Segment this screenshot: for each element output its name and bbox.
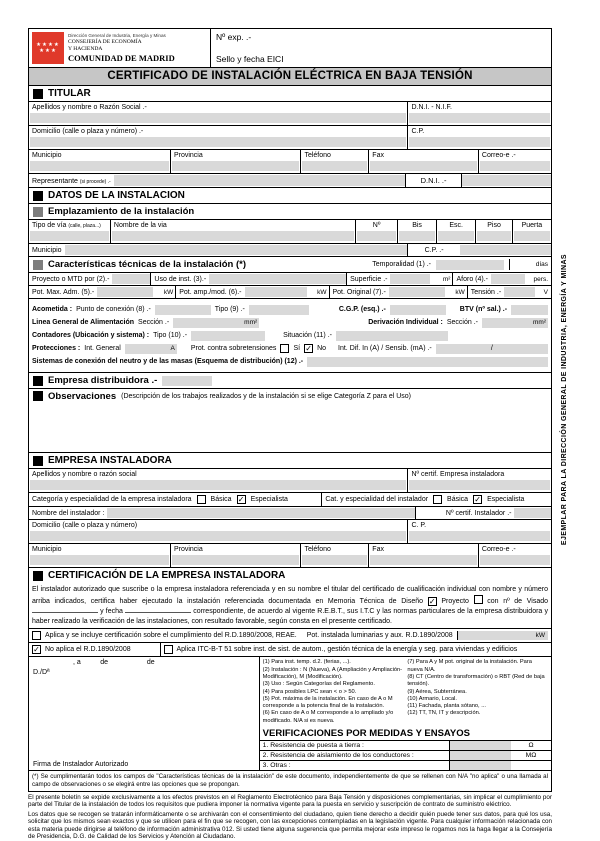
aplica-reae-checkbox[interactable] [32,631,41,640]
btv-label: BTV (nº sal.) .- [459,306,508,313]
empresa-domicilio-input[interactable] [30,531,406,541]
nombre-via-label: Nombre de la via [113,222,167,229]
titular-cp-cell [407,126,551,149]
aforo-input[interactable] [491,274,525,284]
punto-conexion-label: Punto de conexión (8) .- [76,306,151,313]
tension-label: Tensión .- [467,286,504,298]
otras-label: 3. Otras : [262,762,291,770]
proyecto-mtd-input[interactable] [112,274,150,284]
titular-provincia-cell [170,150,301,173]
titular-fax-label: Fax [372,152,384,159]
empresa-apellidos-label: Apellidos y nombre o razón social [32,471,137,478]
proyecto-label: Proyecto [441,597,469,605]
empresa-categoria-cell [29,495,321,504]
footnote-5: (5) Pot. máxima de la instalación. En caso de A o M corresponde a la potencia final de la instalación. [262,695,393,710]
emplazamiento-municipio-row [29,243,551,256]
expediente-cell [211,29,551,67]
section-empresa-instaladora [29,452,551,468]
titular-provincia-label: Provincia [173,152,203,159]
legal-paragraph-1: El presente boletín se expide exclusivamente a los efectos previstos en el Reglamento Electrotécnico para Baja Tensión y disposiciones complementarias, sin implicar el cumplimiento por parte del Titular de la instalación de todos los requisitos que pudiera imponer la normativa vigente para la puesta en servicio y suscripción de contrato de suministro eléctrico. [28,793,552,809]
aplica-reae-label: Aplica y se incluye certificación sobre el cumplimiento del R.D.1890/2008, REAE. [45,632,297,640]
pot-amp-label: Pot. amp./mod. (6).- [175,286,244,298]
sobretensiones-si-checkbox[interactable] [280,344,289,353]
empresa-correo-input[interactable] [480,555,550,565]
section-square-icon [33,456,43,466]
nombre-instalador-input[interactable] [107,508,415,518]
int-general-input[interactable] [125,344,177,354]
pot-luminarias-input[interactable] [457,631,548,640]
emplazamiento-municipio-label: Municipio [32,247,62,254]
empresa-telefono-cell [300,544,368,567]
empresa-especialista-checkbox[interactable]: ✓ [237,494,245,504]
aplica-itc-label: Aplica ITC-B-T 51 sobre inst. de sist. de autom., gestión técnica de la energía y seg. para viviendas y edificios [176,646,518,654]
superficie-input[interactable] [390,274,430,284]
acometida-row [29,303,551,316]
section-certificacion [29,567,551,583]
empresa-correo-label: Correo-e .- [481,546,516,553]
empresa-apellidos-cell [29,469,407,492]
numero-label: Nº [372,222,381,229]
certificacion-label: CERTIFICACIÓN DE LA EMPRESA INSTALADORA [48,570,286,581]
tipo9-input[interactable] [249,305,309,315]
escalera-cell [436,220,475,243]
titular-telefono-label: Teléfono [304,152,331,159]
empresa-distribuidora-label: Empresa distribuidora .- [48,375,158,386]
notes-verification-box [259,657,551,770]
otras-input[interactable] [449,761,511,770]
empresa-city-row [29,543,551,567]
titular-city-row [29,149,551,173]
puerta-input[interactable] [514,231,550,241]
titular-apellidos-label: Apellidos y nombre o Razón Social .- [32,104,147,111]
footnote-12: (12) TT, TN, IT y descripción. [407,710,481,717]
pot-orig-input[interactable] [389,287,445,297]
protecciones-row [29,342,551,355]
resistencia-tierra-input[interactable] [449,741,511,750]
org-line4: COMUNIDAD DE MADRID [68,53,175,63]
representante-label [29,176,114,186]
no-aplica-row [29,642,551,656]
resistencia-tierra-unit: Ω [528,742,534,750]
titular-municipio-cell [29,150,170,173]
empresa-fax-label: Fax [372,546,384,553]
emplazamiento-municipio-input[interactable] [65,245,408,255]
footnote-8: (8) CT (Centro de transformación) o RBT (Red de baja tensión). [407,673,545,688]
form-title: CERTIFICADO DE INSTALACIÓN ELÉCTRICA EN BAJA TENSIÓN [29,67,551,85]
titular-dni-cell [407,102,551,125]
protecciones-label: Protecciones : [32,345,81,352]
cgp-label: C.G.P. (esq.) .- [338,306,386,313]
subsection-square-icon [33,260,43,270]
nombre-instalador-label: Nombre del instalador : [32,510,105,517]
categoria-row [29,492,551,506]
section-observaciones [29,388,551,404]
tension-unit: V [543,288,548,296]
titular-telefono-input[interactable] [302,161,367,171]
sistemas-row [29,355,551,368]
punto-conexion-input[interactable] [155,305,211,315]
observaciones-desc: (Descripción de los trabajos realizados y de la instalación si se elige Categoría Z para el Uso) [121,393,411,400]
footnote-2: (2) Instalación : N (Nueva), A (Ampliación y Ampliación-Modificación), M (Modificación). [262,666,403,680]
star-footnote: (*) Se cumplimentarán todos los campos de "Características técnicas de la instalación" de este documento, independientemente de que se rellenen con N/A "no aplica" o una llamada al campo de observaciones o se elegirá entre las opciones que se propongan. [29,770,551,791]
empresa-cp-label: C. P. [411,522,427,529]
titular-representante-row [29,173,551,187]
si-label: Sí [293,345,301,352]
prot-sobretensiones-label: Prot. contra sobretensiones [190,345,277,352]
int-general-unit: A [170,345,175,352]
empresa-correo-cell [478,544,551,567]
empresa-provincia-cell [170,544,301,567]
titular-fax-cell [368,150,478,173]
org-line2: CONSEJERÍA DE ECONOMÍA [68,39,142,45]
representante-input[interactable] [114,175,405,186]
sello-fecha-label: Sello y fecha EICI [216,54,284,64]
titular-domicilio-label: Domicilio (calle o plaza y número) .- [32,128,144,135]
visado-label: con nº de Visado [487,597,548,605]
pot-amp-input[interactable] [245,287,307,297]
temporalidad-label: Temporalidad (1) .- [372,261,431,268]
pot-amp-unit: kW [317,288,327,296]
nombre-via-input[interactable] [112,231,354,241]
proyecto-checkbox[interactable] [474,595,483,604]
pot-orig-label: Pot. Original (7).- [329,286,389,298]
empresa-basica-checkbox[interactable] [197,495,206,504]
aforo-unit: pers. [533,275,548,283]
aplica-itc-checkbox[interactable] [164,645,173,654]
titular-correo-cell [478,150,551,173]
empresa-apellidos-input[interactable] [30,480,406,490]
contadores-label: Contadores (Ubicación y sistema) : [32,332,150,339]
empresa-municipio-cell [29,544,170,567]
form-header [29,29,551,67]
titular-fax-input[interactable] [370,161,477,171]
titular-domicilio-input[interactable] [30,137,406,147]
numero-cell [355,220,397,243]
titular-apellidos-cell [29,102,407,125]
resistencia-tierra-label: 1. Resistencia de puesta a tierra : [262,742,364,750]
certificate-page [28,28,552,841]
uso-label: Uso de inst. (3).- [150,273,209,285]
bis-cell [397,220,436,243]
empresa-municipio-input[interactable] [30,555,169,565]
empresa-categoria-label: Categoría y especialidad de la empresa instaladora [32,496,192,503]
titular-domicilio-cell [29,126,407,149]
pot-max-input[interactable] [97,287,153,297]
tipo10-label: Tipo (10) .- [153,332,188,339]
bis-input[interactable] [399,231,435,241]
empresa-name-row [29,468,551,492]
resistencia-aislamiento-label: 2. Resistencia de aislamiento de los conductores : [262,752,414,760]
footnote-10: (10) Armario, Local. [407,695,457,702]
lga-row [29,316,551,329]
emplazamiento-cp-label: C.P. .- [424,246,444,254]
signature-verification-block [29,656,551,770]
tipo-via-label [29,220,110,230]
proyecto-mtd-label: Proyecto o MTD por (2).- [32,276,110,283]
lga-seccion-input[interactable] [173,318,259,328]
representante-label-main: Representante [32,177,78,185]
footnote-1: (1) Para inst. temp. d.2. (ferias, ...). [262,659,351,666]
footnote-6: (6) En caso de A o M corresponde a lo ampliado y/o modificado. N/A si es nueva. [262,710,394,724]
acometida-block [29,298,551,372]
verificacion-row-1 [260,740,551,750]
uso-superficie-row [29,272,551,285]
dd-label: D./Dª [33,669,50,677]
verificaciones-title: VERIFICACIONES POR MEDIDAS Y ENSAYOS [262,728,470,740]
instalador-basica-label: Básica [447,496,469,503]
instalador-especialista-label: Especialista [487,496,525,503]
superficie-label: Superficie .- [346,273,390,285]
exp-number-label: Nº exp. .- [216,32,252,42]
escalera-input[interactable] [438,231,474,241]
legal-paragraph-2: Los datos que se recogen se tratarán informáticamente o se archivarán con el consentimiento del ciudadano, quien tiene derecho a decidir quién puede tener sus datos, para qué los usa, solicitar que los mismos sean exactos y que se utilicen para el fin que se recogen, con las excepciones contempladas en la legislación vigente. Para cualquier información relacionada con esta materia puede dirigirse al teléfono de información administrativa 012. Si usted tiene alguna sugerencia que permita mejorar este impreso le rogamos nos la haga llegar a la Consejería de Presidencia, D.G. de Calidad de los Servicios y Atención al Ciudadano. [28,810,552,841]
empresa-domicilio-cell [29,520,407,543]
footnote-3: (3) Uso : Según Categorías del Reglamento. [262,681,375,688]
section-square-icon [33,571,43,581]
empresa-address-row [29,519,551,543]
numero-input[interactable] [357,231,396,241]
titular-telefono-cell [300,150,368,173]
madrid-flag-icon [32,32,64,64]
temporalidad-input[interactable] [436,260,504,270]
bis-label: Bis [412,222,422,229]
situacion-input[interactable] [336,331,448,341]
di-seccion-input[interactable] [482,318,548,328]
tipo-via-label-main: Tipo de vía [32,222,67,229]
potencias-row [29,285,551,298]
observaciones-label: Observaciones [48,391,117,402]
tipo9-label: Tipo (9) .- [214,306,245,313]
di-seccion-label: Sección .- [446,319,478,326]
representante-dni-label: D.N.I. .- [420,176,447,185]
firma-label: Firma de Instalador Autorizado [33,761,129,769]
certif-instalador-label-cell [415,507,514,519]
instalador-categoria-label: Cat. y especialidad del instalador [325,496,429,503]
nombre-via-cell [110,220,355,243]
certificacion-text-1: El instalador autorizado que suscribe o la empresa instaladora referenciada y en su nombre el titular del certificado de cualificación individual con nombre y número arriba indicados, certifica haber ejecutado la instalación referenciada documentada en Memoria Técnica de Diseño [32,586,548,605]
titular-correo-input[interactable] [480,161,550,171]
footnote-9: (9) Aérea, Subterránea. [407,688,467,695]
section-square-icon [33,391,43,401]
acometida-label: Acometida : [32,306,73,313]
fecha-input[interactable] [125,606,191,613]
empresa-basica-label: Básica [210,496,232,503]
titular-cp-input[interactable] [409,137,550,147]
empresa-provincia-input[interactable] [172,555,300,565]
lga-seccion-label: Sección .- [138,319,170,326]
aplica-itc-cell [160,643,552,656]
titular-dni-label: D.N.I. - N.I.F. [411,104,452,111]
subsection-caracteristicas [29,256,551,272]
empresa-provincia-label: Provincia [173,546,203,553]
verificacion-row-3 [260,760,551,770]
empresa-instaladora-label: EMPRESA INSTALADORA [48,455,172,466]
piso-label: Piso [487,222,501,229]
pot-orig-unit: kW [455,288,465,296]
no-label: No [317,345,327,352]
subsection-emplazamiento [29,203,551,219]
tipo-via-label-small: (calle, plaza...) [68,223,101,229]
titular-name-row [29,101,551,125]
section-square-icon [33,376,43,386]
nombre-instalador-row [29,506,551,519]
logo-block [29,29,211,67]
uso-input[interactable] [209,274,346,284]
no-aplica-checkbox[interactable]: ✓ [33,644,40,654]
no-aplica-label: No aplica el R.D.1890/2008 [45,646,131,654]
empresa-distribuidora-input[interactable] [162,376,212,386]
tipo10-input[interactable] [191,331,265,341]
temporalidad-unit: días [509,259,551,270]
piso-cell [475,220,512,243]
titular-municipio-label: Municipio [32,152,62,159]
representante-dni-label-cell [405,174,462,187]
no-aplica-cell [29,645,160,654]
pot-luminarias-unit: kW [535,632,545,640]
mtd-checkbox[interactable]: ✓ [428,596,436,606]
titular-provincia-input[interactable] [172,161,300,171]
section-titular-label: TITULAR [48,88,91,99]
visado-input[interactable] [32,606,98,613]
footnote-11: (11) Fachada, planta sótano, ... [407,703,486,710]
escalera-label: Esc. [449,222,463,229]
copy-designation-sidebar [556,110,572,690]
emplazamiento-via-row [29,219,551,243]
empresa-certif-cell [407,469,551,492]
representante-dni-input[interactable] [462,175,551,186]
empresa-especialista-label: Especialista [250,496,288,503]
cgp-input[interactable] [390,305,446,315]
flag-stars-top: ★★★★ [36,41,60,48]
section-datos-label: DATOS DE LA INSTALACION [48,190,185,201]
date-line: , a de de [73,659,155,667]
titular-address-row [29,125,551,149]
aplica-reae-row [29,628,551,642]
int-general-label: Int. General [84,345,121,352]
puerta-label: Puerta [521,222,543,229]
signature-box [29,657,259,770]
observaciones-textarea[interactable] [29,404,551,452]
empresa-fax-input[interactable] [370,555,477,565]
sistemas-input[interactable] [307,357,548,367]
emplazamiento-cp-input[interactable] [460,245,551,255]
derivacion-label: Derivación Individual : [368,319,443,326]
btv-input[interactable] [511,305,548,315]
empresa-cp-input[interactable] [409,531,550,541]
int-dif-label: Int. Dif. In (A) / Sensib. (mA) .- [338,345,432,352]
certificacion-text-2: correspondiente, de acuerdo al vigente R.E.B.T., sus I.T.C y las normas particulares de la empresa distribuidora y haber realizado la verificación de las instalaciones, con resultado favorable, según consta en el presente certificado. [32,608,548,625]
titular-correo-label: Correo-e .- [481,152,516,159]
certif-instalador-label: Nº certif. Instalador .- [445,509,512,517]
org-line3: Y HACIENDA [68,46,103,52]
instalador-basica-checkbox[interactable] [433,495,442,504]
emplazamiento-cp-label-cell [407,244,459,256]
titular-municipio-input[interactable] [30,161,169,171]
tipo-via-input[interactable] [30,231,109,241]
sistemas-label: Sistemas de conexión del neutro y de las masas (Esquema de distribución) (12) .- [32,358,304,365]
resistencia-aislamiento-input[interactable] [449,751,511,760]
lga-seccion-unit: mm² [244,319,258,326]
certificate-form [28,28,552,792]
footnotes-right [407,659,548,725]
flag-stars-bottom: ★★★ [39,48,57,54]
footnote-7: (7) Para A y M pot. original de la instalación. Para nueva N/A. [407,659,532,673]
footnote-4: (4) Para posibles LPC sean < o > 50. [262,688,357,695]
int-dif-slash: / [490,345,493,352]
emplazamiento-label: Emplazamiento de la instalación [48,206,195,217]
pot-max-label: Pot. Max. Adm. (5).- [32,289,95,296]
titular-apellidos-input[interactable] [30,113,406,123]
section-datos [29,187,551,203]
footnotes [260,657,551,727]
superficie-unit: m² [442,275,451,283]
verificacion-row-2 [260,750,551,760]
int-dif-input[interactable] [436,344,548,354]
representante-label-small: (si procede) .- [79,178,111,185]
puerta-cell [512,220,551,243]
instalador-categoria-cell [321,493,551,506]
tipo-via-cell [29,220,110,243]
org-line1: Dirección General de Industria, Energía y Minas [68,33,166,38]
di-seccion-unit: mm² [533,319,546,326]
signature-area[interactable] [33,676,255,761]
titular-cp-label: C.P. [411,128,425,135]
certif-instalador-input[interactable] [514,508,551,518]
empresa-domicilio-label: Domicilio (calle o plaza y número) [32,522,138,529]
situacion-label: Situación (11) .- [283,332,332,339]
empresa-certif-label: Nº certif. Empresa instaladora [411,471,505,478]
aforo-label: Aforo (4).- [452,273,491,285]
titular-dni-input[interactable] [409,113,550,123]
copy-designation-text: EJEMPLAR PARA LA DIRECCIÓN GENERAL DE INDUSTRIA, ENERGÍA Y MINAS [560,254,568,546]
empresa-fax-cell [368,544,478,567]
instalador-especialista-checkbox[interactable]: ✓ [474,494,481,504]
caracteristicas-label: Características técnicas de la instalación (*) [48,259,247,270]
section-empresa-distribuidora [29,372,551,388]
fecha-label: y fecha [100,608,123,616]
empresa-municipio-label: Municipio [32,546,62,553]
section-square-icon [33,89,43,99]
contadores-row [29,329,551,342]
footnotes-left [263,659,404,725]
empresa-telefono-label: Teléfono [304,546,331,553]
sobretensiones-no-checkbox[interactable]: ✓ [305,343,312,353]
empresa-cp-cell [407,520,551,543]
pot-luminarias-label: Pot. instalada luminarias y aux. R.D.1890/2008 [306,632,453,640]
org-name-block [68,32,175,64]
resistencia-aislamiento-unit: MΩ [525,752,537,760]
certificacion-paragraph [29,583,551,628]
pot-max-unit: kW [163,288,174,296]
lga-label: Linea General de Alimentación [32,319,135,326]
empresa-certif-input[interactable] [409,480,550,490]
empresa-telefono-input[interactable] [302,555,367,565]
section-titular [29,85,551,101]
tension-input[interactable] [504,287,535,297]
piso-input[interactable] [477,231,511,241]
subsection-square-icon [33,207,43,217]
otras-unit [511,761,551,770]
section-square-icon [33,191,43,201]
